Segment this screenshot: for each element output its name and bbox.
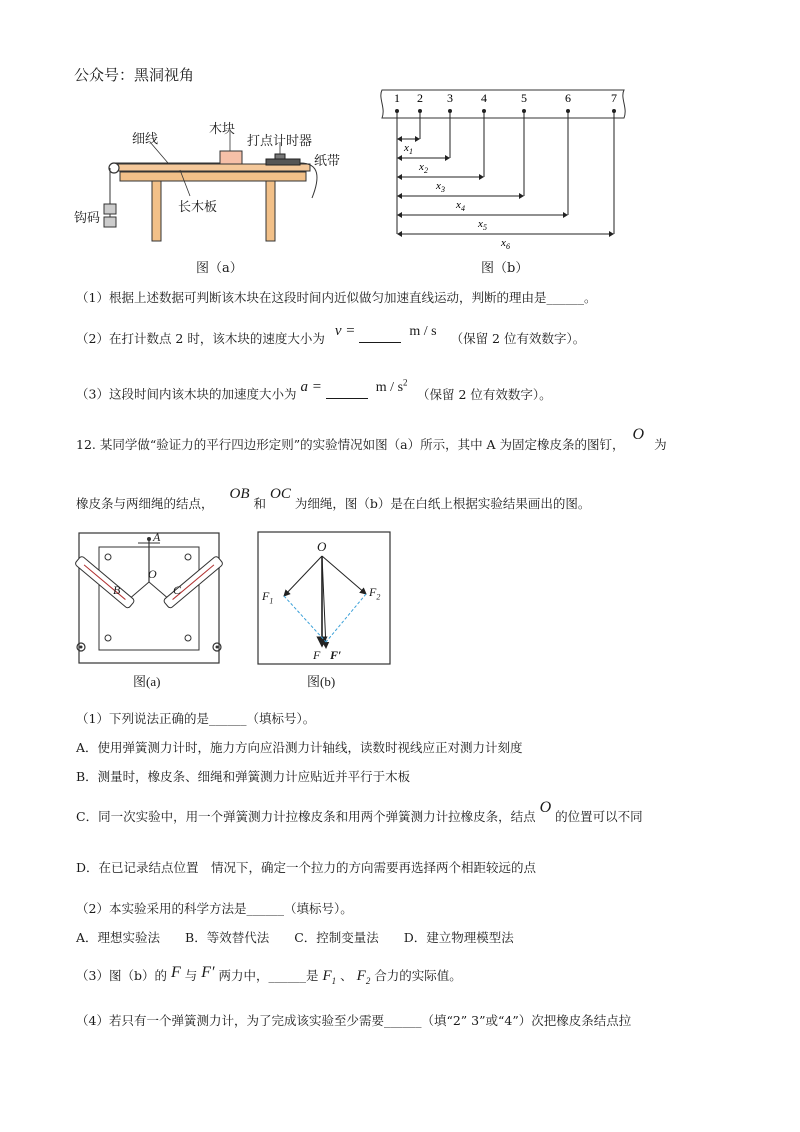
q12-option-d: D．在已记录结点位置 情况下，确定一个拉力的方向需要再选择两个相距较远的点 bbox=[76, 860, 537, 875]
q12-part3-sep: 、 bbox=[340, 968, 353, 983]
q11-part3-note: （保留 2 位有效数字）。 bbox=[417, 386, 552, 402]
q11-part2-unit: m / s bbox=[409, 324, 437, 339]
q12-figa-A: A bbox=[153, 530, 161, 544]
figure-b-caption: 图（b） bbox=[481, 261, 529, 276]
q11-part3-var: a = bbox=[300, 378, 322, 395]
q11-part3-text: （3）这段时间内该木块的加速度大小为 bbox=[76, 386, 297, 402]
q12-figb-F1 bbox=[262, 589, 273, 605]
q11-part2-var: v = bbox=[334, 323, 356, 339]
label-weights: 钩码 bbox=[74, 211, 101, 226]
q12-part3-F: F bbox=[170, 964, 181, 981]
q12-OC: OC bbox=[269, 486, 291, 502]
q12-intro-line2 bbox=[76, 486, 591, 512]
q12-figb-F2-letter: F bbox=[369, 585, 377, 599]
distance-label: $x_5$ bbox=[478, 218, 487, 232]
q12-figb-F1-letter: F bbox=[262, 589, 270, 603]
q12-intro-O: O bbox=[632, 426, 645, 443]
q12-part3-F1 bbox=[322, 968, 336, 984]
q12-option-c-text: C．同一次实验中，用一个弹簧测力计拉橡皮条和用两个弹簧测力计拉橡皮条，结点 bbox=[76, 809, 536, 824]
q12-figb-F2 bbox=[369, 585, 380, 601]
label-timer: 打点计时器 bbox=[247, 134, 313, 149]
q12-part4: （4）若只有一个弹簧测力计，为了完成该实验至少需要______（填“2” 3”或“4”）次把橡皮条结点拉 bbox=[76, 1013, 632, 1028]
q12-part3-F2-sub: 2 bbox=[365, 976, 371, 986]
q11-part3-blank bbox=[326, 398, 368, 399]
q12-intro-text: 12. 某同学做“验证力的平行四边形定则”的实验情况如图（a）所示，其中 A 为固定橡皮条的图钉， bbox=[76, 437, 625, 452]
q12-figb-F: F bbox=[313, 648, 321, 662]
q12-line2-tail: 为细绳，图（b）是在白纸上根据实验结果画出的图。 bbox=[294, 496, 591, 511]
tape-point-label: 5 bbox=[521, 91, 527, 105]
q12-part3-mid: 两力中，______是 bbox=[218, 968, 319, 983]
figure-b-tape bbox=[378, 86, 634, 251]
label-board: 长木板 bbox=[178, 200, 218, 215]
q12-part3-F2-letter: F bbox=[356, 968, 366, 984]
q12-figa-B: B bbox=[113, 583, 121, 597]
q12-figb-Fprime: F′ bbox=[330, 648, 342, 662]
tape-point-label: 1 bbox=[394, 91, 400, 105]
q12-part1: （1）下列说法正确的是______（填标号）。 bbox=[76, 711, 316, 726]
q12-intro bbox=[76, 426, 667, 453]
distance-label: $x_2$ bbox=[419, 161, 428, 175]
q11-part3-unit-base: m / s bbox=[375, 379, 404, 395]
q12-figure-a-caption: 图(a) bbox=[133, 674, 161, 689]
tape-point-label: 6 bbox=[565, 91, 571, 105]
tape-point-label: 7 bbox=[611, 91, 617, 105]
q11-part3 bbox=[76, 377, 552, 404]
distance-label: $x_1$ bbox=[404, 142, 413, 156]
q12-figa-C: C bbox=[173, 583, 182, 597]
watermark-text: 公众号：黑洞视角 bbox=[74, 66, 195, 84]
label-block: 木块 bbox=[209, 122, 236, 137]
q12-part3-text: （3）图（b）的 bbox=[76, 968, 167, 983]
q12-part3-tail: 合力的实际值。 bbox=[374, 968, 462, 983]
q11-part2 bbox=[76, 323, 586, 348]
q12-part3-F1-letter: F bbox=[322, 968, 332, 984]
tape-point-label: 4 bbox=[481, 91, 487, 105]
figure-a-caption: 图（a） bbox=[196, 261, 243, 276]
q11-part1: （1）根据上述数据可判断该木块在这段时间内近似做匀加速直线运动，判断的理由是______。 bbox=[76, 290, 597, 305]
q11-part2-blank bbox=[359, 342, 401, 343]
q12-figure-b-caption: 图(b) bbox=[307, 674, 336, 689]
q11-part2-text: （2）在打计数点 2 时，该木块的速度大小为 bbox=[76, 331, 325, 346]
tape-point-label: 2 bbox=[417, 91, 423, 105]
q12-figa-O: O bbox=[148, 567, 157, 581]
q12-option-a: A．使用弹簧测力计时，施力方向应沿测力计轴线，读数时视线应正对测力计刻度 bbox=[76, 740, 523, 755]
q12-part3-F2 bbox=[357, 968, 371, 984]
q11-part3-unit-exp: 2 bbox=[403, 377, 408, 387]
q12-figb-F1-sub: 1 bbox=[269, 596, 274, 606]
tape-point-label: 3 bbox=[447, 91, 453, 105]
q12-intro-tail: 为 bbox=[654, 437, 667, 452]
q12-part3-with: 与 bbox=[184, 968, 198, 983]
distance-label: $x_3$ bbox=[436, 180, 445, 194]
q12-figb-O: O bbox=[317, 539, 327, 554]
q12-option-c-tail: 的位置可以不同 bbox=[555, 809, 643, 824]
q12-OB: OB bbox=[229, 486, 250, 502]
q12-part3-Fprime: F′ bbox=[201, 964, 215, 981]
q12-option-c-O: O bbox=[539, 799, 552, 816]
q11-part3-unit bbox=[375, 377, 411, 395]
distance-label: $x_6$ bbox=[501, 237, 510, 251]
q12-part2-options: A．理想实验法 B．等效替代法 C．控制变量法 D．建立物理模型法 bbox=[76, 930, 514, 945]
q12-figb-F2-sub: 2 bbox=[376, 592, 381, 602]
label-thread: 细线 bbox=[132, 132, 159, 147]
q11-part2-note: （保留 2 位有效数字）。 bbox=[450, 331, 586, 346]
q12-figure-a bbox=[76, 530, 224, 666]
label-tape: 纸带 bbox=[314, 154, 341, 169]
q12-option-c bbox=[76, 799, 643, 825]
distance-label: $x_4$ bbox=[456, 199, 465, 213]
q12-line2-text: 橡皮条与两细绳的结点， bbox=[76, 496, 214, 511]
q12-option-b: B．测量时，橡皮条、细绳和弹簧测力计应贴近并平行于木板 bbox=[76, 769, 411, 784]
q12-and: 和 bbox=[253, 496, 266, 511]
q12-part2: （2）本实验采用的科学方法是______（填标号）。 bbox=[76, 901, 353, 916]
q12-part3-F1-sub: 1 bbox=[331, 976, 337, 986]
q12-part3 bbox=[76, 964, 462, 989]
